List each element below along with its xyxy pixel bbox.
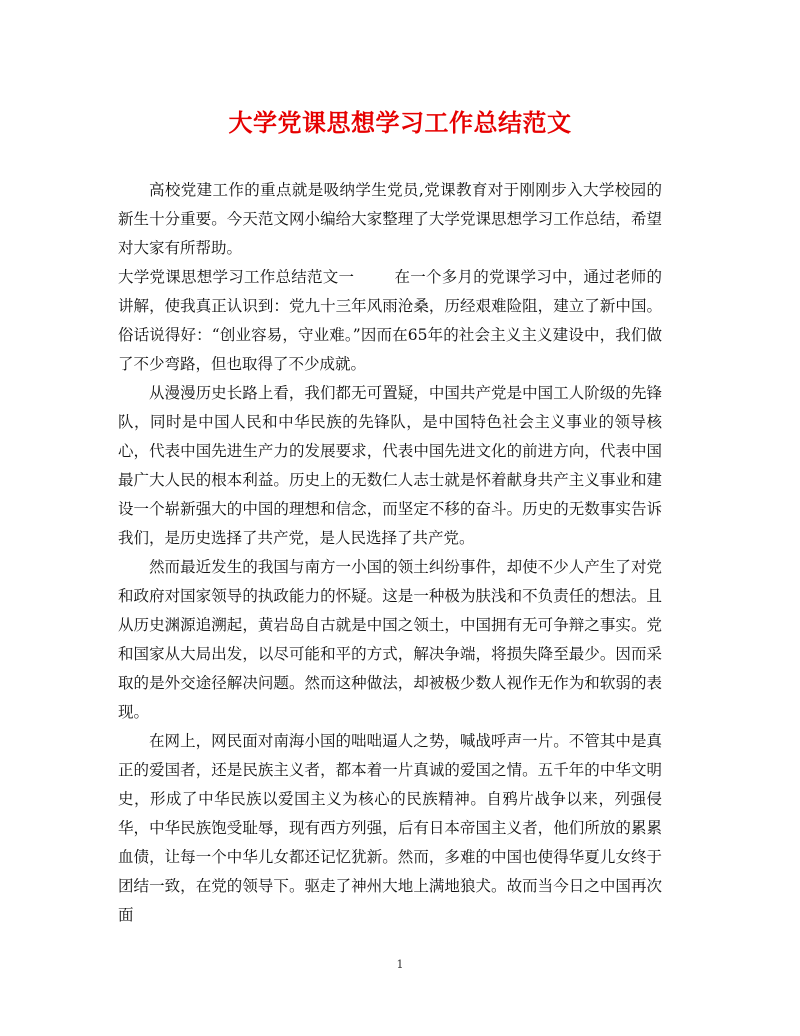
body-paragraph-3: 在网上，网民面对南海小国的咄咄逼人之势，喊战呼声一片。不管其中是真正的爱国者，还是民族主义者，都本着一片真诚的爱国之情。五千年的中华文明史，形成了中华民族以爱国主义为核心的民族精神。自鸦片战争以来，列强侵华，中华民族饱受耻辱，现有西方列强，后有日本帝国主义者，他们所放的累累血债，让每一个中华儿女都还记忆犹新。然而，多难的中国也使得华夏儿女终于团结一致，在党的领导下。驱走了神州大地上满地狼犬。故而当今日之中国再次面 [118,732,662,924]
section-paragraph [118,263,662,379]
body-paragraph-2: 然而最近发生的我国与南方一小国的领土纠纷事件，却使不少人产生了对党和政府对国家领导的执政能力的怀疑。这是一种极为肤浅和不负责任的想法。且从历史渊源追溯起，黄岩岛自古就是中国之领土，中国拥有无可争辩之事实。党和国家从大局出发，以尽可能和平的方式，解决争端，将损失降至最少。因而采取的是外交途径解决问题。然而这种做法，却被极少数人视作无作为和软弱的表现。 [118,558,662,721]
body-paragraph-1: 从漫漫历史长路上看，我们都无可置疑，中国共产党是中国工人阶级的先锋队，同时是中国人民和中华民族的先锋队，是中国特色社会主义事业的领导核心，代表中国先进生产力的发展要求，代表中国先进文化的前进方向，代表中国最广大人民的根本利益。历史上的无数仁人志士就是怀着献身共产主义事业和建设一个崭新强大的中国的理想和信念，而坚定不移的奋斗。历史的无数事实告诉我们，是历史选择了共产党，是人民选择了共产党。 [118,384,662,547]
document-body [118,176,662,930]
section-text: 在一个多月的党课学习中，通过老师的讲解，使我真正认识到：党九十三年风雨沧桑，历经艰难险阻，建立了新中国。俗话说得好：“创业容易，守业难。”因而在65年的社会主义主义建设中，我们做了不少弯路，但也取得了不少成就。 [118,268,662,373]
page-number: 1 [396,958,404,971]
document-title: 大学党课思想学习工作总结范文 [228,108,572,137]
intro-paragraph: 高校党建工作的重点就是吸纳学生党员,党课教育对于刚刚步入大学校园的新生十分重要。今天范文网小编给大家整理了大学党课思想学习工作总结，希望对大家有所帮助。 [118,181,662,257]
section-heading: 大学党课思想学习工作总结范文一 [118,268,355,286]
